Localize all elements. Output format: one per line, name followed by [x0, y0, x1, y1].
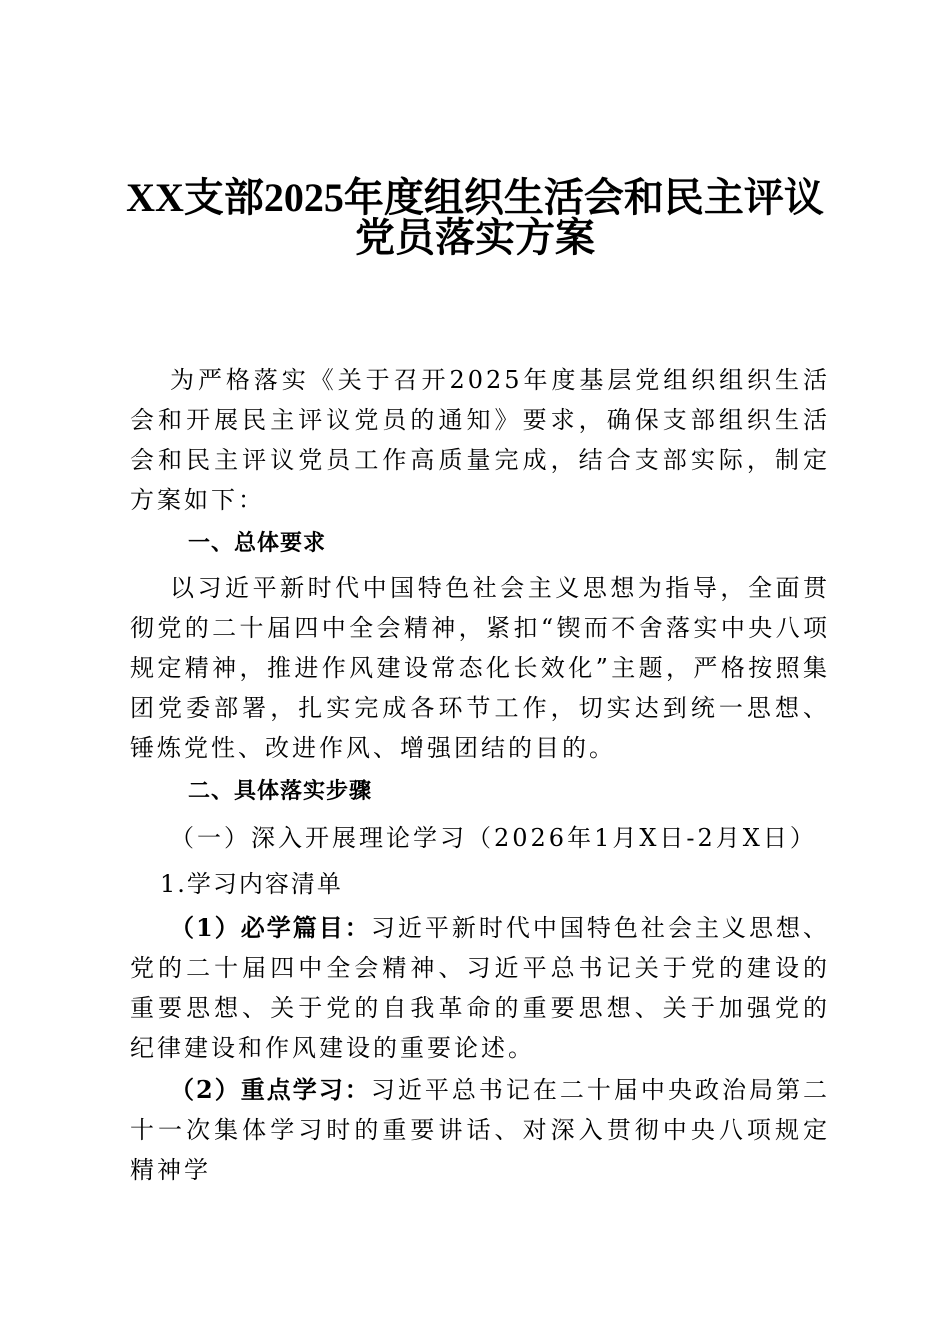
point-1-paragraph [130, 908, 830, 1068]
section-1-heading: 一、总体要求 [188, 531, 327, 556]
point-2-text: 习近平总书记在二十届中央政治局第二十一次集体学习时的重要讲话、对深入贯彻中央八项规定精神学 [130, 1076, 831, 1184]
point-2-lead: （2）重点学习： [170, 1075, 371, 1104]
item-1-title: 1.学习内容清单 [160, 870, 343, 898]
section-2-heading: 二、具体落实步骤 [188, 779, 373, 804]
point-1-text: 习近平新时代中国特色社会主义思想、党的二十届四中全会精神、习近平总书记关于党的建设的重要思想、关于党的自我革命的重要思想、关于加强党的纪律建设和作风建设的重要论述。 [130, 914, 831, 1062]
document-body [130, 360, 830, 1192]
point-1-lead: （1）必学篇目： [170, 913, 371, 942]
subsection-1-heading: （一）深入开展理论学习（2026年1月X日-2月X日） [170, 824, 817, 852]
section-1-paragraph: 以习近平新时代中国特色社会主义思想为指导，全面贯彻党的二十届四中全会精神，紧扣“锲而不舍落实中央八项规定精神，推进作风建设常态化长效化”主题，严格按照集团党委部署，扎实完成各环节工作，切实达到统一思想、锤炼党性、改进作风、增强团结的目的。 [130, 574, 830, 762]
intro-paragraph: 为严格落实《关于召开2025年度基层党组织组织生活会和开展民主评议党员的通知》要求，确保支部组织生活会和民主评议党员工作高质量完成，结合支部实际，制定方案如下： [130, 366, 830, 514]
document-title-line-2: 党员落实方案 [355, 215, 595, 260]
point-2-paragraph [130, 1070, 830, 1190]
document-title-line-1: XX支部2025年度组织生活会和民主评议 [126, 175, 824, 220]
